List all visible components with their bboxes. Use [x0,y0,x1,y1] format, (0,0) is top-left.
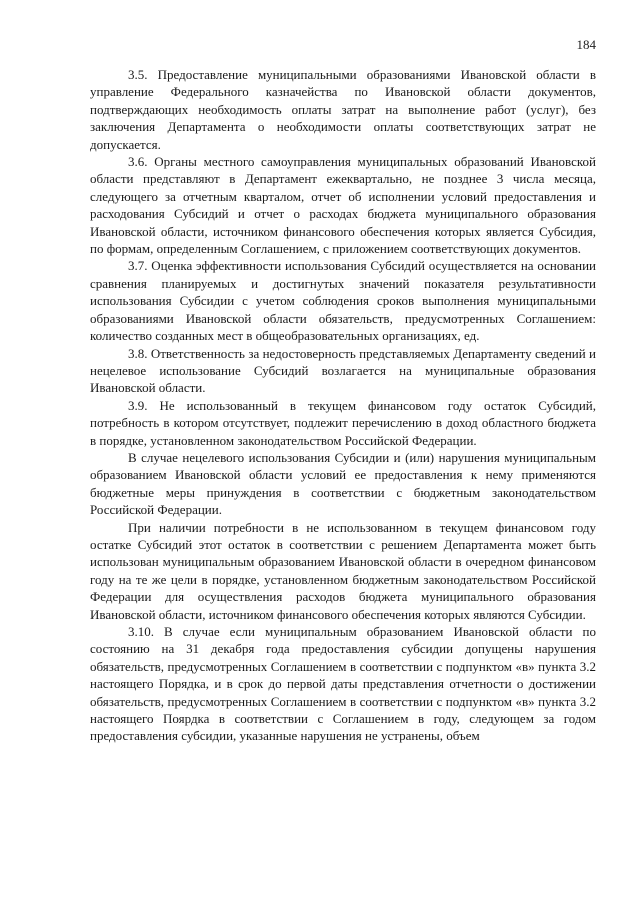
paragraph-3-8: 3.8. Ответственность за недостоверность представляемых Департаменту сведений и нецелевое использование Субсидий возлагается на муниципальные образования Ивановской области. [90,345,596,396]
paragraph-3-9: 3.9. Не использованный в текущем финансовом году остаток Субсидий, потребность в котором отсутствует, подлежит перечислению в доход областного бюджета в порядке, установленном законодательством Российской Федерации. [90,397,596,448]
paragraph-3-5: 3.5. Предоставление муниципальными образованиями Ивановской области в управление Федерального казначейства по Ивановской области документов, подтверждающих необходимость оплаты затрат на выполнение работ (услуг), без заключения Департамента о необходимости оплаты соответствующих затрат не допускается. [90,67,596,152]
paragraph-3-6: 3.6. Органы местного самоуправления муниципальных образований Ивановской области представляют в Департамент ежеквартально, не позднее 3 числа месяца, следующего за отчетным кварталом, отчет об исполнении условий предоставления и расходования Субсидий и отчет о расходах бюджета муниципального образования Ивановской области, источником финансового обеспечения которых является Субсидия, по формам, определенным Соглашением, с приложением соответствующих документов. [90,154,596,257]
paragraph-remainder: При наличии потребности в не использованном в текущем финансовом году остатке Субсидий этот остаток в соответствии с решением Департамента может быть использован муниципальным образованием Ивановской области в очередном финансовом году на те же цели в порядке, установленном бюджетным законодательством Российской Федерации для осуществления расходов бюджета муниципального образования Ивановской области, источником финансового обеспечения которых являются Субсидии. [90,519,596,622]
page-number: 184 [576,37,596,52]
document-body [90,66,596,745]
paragraph-3-10: 3.10. В случае если муниципальным образованием Ивановской области по состоянию на 31 декабря года предоставления субсидии допущены нарушения обязательств, предусмотренных Соглашением в соответствии с подпунктом «в» пункта 3.2 настоящего Порядка, и в срок до первой даты представления отчетности о достижении обязательств, предусмотренных Соглашением в соответствии с подпунктом «в» пункта 3.2 настоящего Поярдка в соответствии с Соглашением в году, следующем за годом предоставления субсидии, указанные нарушения не устранены, объем [90,624,596,744]
paragraph-misuse: В случае нецелевого использования Субсидии и (или) нарушения муниципальным образованием Ивановской области условий ее предоставления к нему применяются бюджетные меры принуждения в соответствии с бюджетным законодательством Российской Федерации. [90,449,596,518]
paragraph-3-7: 3.7. Оценка эффективности использования Субсидий осуществляется на основании сравнения планируемых и достигнутых значений показателя результативности использования Субсидии с учетом соблюдения сроков выполнения муниципальными образованиями Ивановской области обязательств, предусмотренных Соглашением: количество созданных мест в общеобразовательных организациях, ед. [90,258,596,344]
